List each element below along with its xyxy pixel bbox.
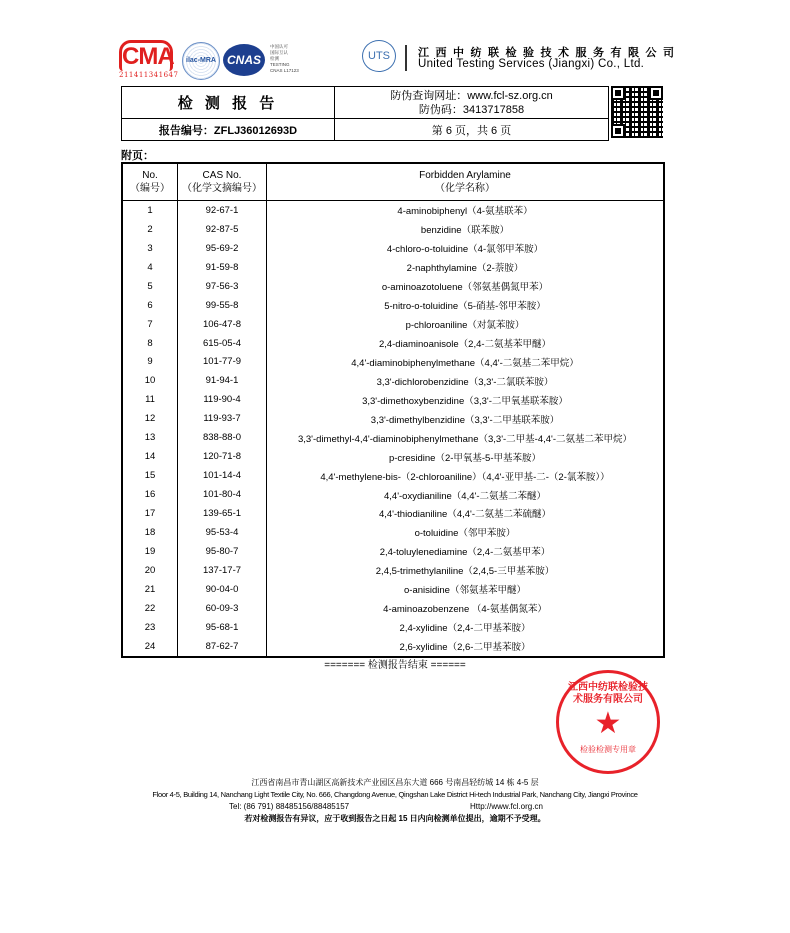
col-header-name — [267, 163, 665, 201]
verify-url: 防伪查询网址：www.fcl-sz.org.cn — [390, 89, 553, 102]
table-row — [122, 353, 664, 372]
row-number: 19 — [122, 542, 178, 561]
table-row — [122, 637, 664, 657]
table-row — [122, 390, 664, 409]
table-row — [122, 561, 664, 580]
company-name-en: United Testing Services (Jiangxi) Co., Ltd. — [418, 58, 645, 70]
cas-number: 838-88-0 — [178, 428, 267, 447]
cas-number: 91-94-1 — [178, 371, 267, 390]
chemical-name: o-aminoazotoluene（邻氨基偶氮甲苯） — [267, 277, 665, 296]
cas-number: 87-62-7 — [178, 637, 267, 657]
header-divider — [405, 45, 407, 71]
cma-number: 211411341647 — [119, 71, 179, 79]
report-header-table — [121, 86, 609, 141]
cas-number: 95-80-7 — [178, 542, 267, 561]
chemical-name: o-anisidine（邻氨基苯甲醚） — [267, 580, 665, 599]
cnas-caption-line: CNAS L17123 — [270, 68, 299, 73]
cnas-caption-line: 国际互认 — [270, 50, 288, 55]
verify-code: 防伪码：3413717858 — [418, 103, 525, 116]
chemical-name: 4,4'-thiodianiline（4,4'-二氨基二苯硫醚） — [267, 504, 665, 523]
ilac-mra-logo: ilac-MRA — [182, 42, 220, 80]
uts-logo: UTS — [362, 40, 396, 72]
footer-tel: Tel: (86 791) 88485156/88485157 — [229, 802, 350, 811]
cas-number: 92-67-1 — [178, 201, 267, 220]
official-stamp — [556, 670, 660, 774]
cma-logo: CMA — [119, 40, 173, 71]
verify-info — [335, 87, 609, 119]
table-row — [122, 485, 664, 504]
cas-number: 95-68-1 — [178, 618, 267, 637]
cnas-logo: CNAS — [223, 44, 265, 76]
table-row — [122, 409, 664, 428]
cas-number: 90-04-0 — [178, 580, 267, 599]
chemical-name: 2,4,5-trimethylaniline（2,4,5-三甲基苯胺） — [267, 561, 665, 580]
cas-number: 101-80-4 — [178, 485, 267, 504]
footer-address-cn: 江西省南昌市青山湖区高新技术产业园区昌东大道 666 号南昌轻纺城 14 栋 4-5 层 — [251, 778, 539, 787]
table-row — [122, 618, 664, 637]
table-row — [122, 334, 664, 353]
cas-number: 91-59-8 — [178, 258, 267, 277]
chemical-name: p-chloroaniline（对氯苯胺） — [267, 315, 665, 334]
report-number: 报告编号：ZFLJ36012693D — [122, 119, 335, 141]
table-row — [122, 371, 664, 390]
table-row — [122, 580, 664, 599]
cas-number: 95-69-2 — [178, 239, 267, 258]
header-en: CAS No. — [202, 170, 242, 181]
arylamine-table — [121, 162, 665, 658]
table-row — [122, 277, 664, 296]
cas-number: 99-55-8 — [178, 296, 267, 315]
cas-number: 60-09-3 — [178, 599, 267, 618]
chemical-name: 4,4'-oxydianiline（4,4'-二氨基二苯醚） — [267, 485, 665, 504]
row-number: 3 — [122, 239, 178, 258]
cas-number: 137-17-7 — [178, 561, 267, 580]
row-number: 21 — [122, 580, 178, 599]
star-icon: ★ — [594, 707, 622, 740]
table-row — [122, 296, 664, 315]
report-title: 检 测 报 告 — [122, 87, 335, 119]
row-number: 24 — [122, 637, 178, 657]
cnas-caption-line: TESTING — [270, 62, 290, 67]
cas-number: 139-65-1 — [178, 504, 267, 523]
cas-number: 615-05-4 — [178, 334, 267, 353]
chemical-name: 2,4-toluylenediamine（2,4-二氨基甲苯） — [267, 542, 665, 561]
chemical-name: 4-chloro-o-toluidine（4-氯邻甲苯胺） — [267, 239, 665, 258]
row-number: 18 — [122, 523, 178, 542]
stamp-subtext: 检验检测专用章 — [580, 745, 636, 754]
row-number: 5 — [122, 277, 178, 296]
chemical-name: 5-nitro-o-toluidine（5-硝基-邻甲苯胺） — [267, 296, 665, 315]
chemical-name: p-cresidine（2-甲氧基-5-甲基苯胺） — [267, 447, 665, 466]
chemical-name: 3,3'-dichlorobenzidine（3,3'-二氯联苯胺） — [267, 371, 665, 390]
cas-number: 101-14-4 — [178, 466, 267, 485]
row-number: 11 — [122, 390, 178, 409]
cnas-caption-line: 检测 — [270, 56, 279, 61]
table-row — [122, 315, 664, 334]
header-en: No. — [142, 170, 158, 181]
header-cn: （编号） — [130, 183, 170, 194]
chemical-name: 4-aminobiphenyl（4-氨基联苯） — [267, 201, 665, 220]
chemical-name: 3,3'-dimethylbenzidine（3,3'-二甲基联苯胺） — [267, 409, 665, 428]
table-row — [122, 599, 664, 618]
header-cn: （化学文摘编号） — [182, 183, 262, 194]
row-number: 12 — [122, 409, 178, 428]
cas-number: 101-77-9 — [178, 353, 267, 372]
table-row — [122, 542, 664, 561]
row-number: 15 — [122, 466, 178, 485]
row-number: 7 — [122, 315, 178, 334]
cas-number: 120-71-8 — [178, 447, 267, 466]
row-number: 17 — [122, 504, 178, 523]
chemical-name: 3,3'-dimethyl-4,4'-diaminobiphenylmethane（3,3'-二甲基-4,4'-二氨基二苯甲烷） — [267, 428, 665, 447]
chemical-name: 2,6-xylidine（2,6-二甲基苯胺） — [267, 637, 665, 657]
cnas-caption — [270, 44, 299, 74]
row-number: 1 — [122, 201, 178, 220]
row-number: 9 — [122, 353, 178, 372]
cas-number: 97-56-3 — [178, 277, 267, 296]
chemical-name: benzidine（联苯胺） — [267, 220, 665, 239]
cas-number: 95-53-4 — [178, 523, 267, 542]
appendix-label: 附页： — [121, 150, 154, 162]
cas-number: 119-93-7 — [178, 409, 267, 428]
row-number: 2 — [122, 220, 178, 239]
header-en: Forbidden Arylamine — [419, 170, 511, 181]
row-number: 20 — [122, 561, 178, 580]
company-name-cn: 江西中纺联检验技术服务有限公司 — [418, 47, 681, 59]
chemical-name: 2,4-xylidine（2,4-二甲基苯胺） — [267, 618, 665, 637]
row-number: 22 — [122, 599, 178, 618]
col-header-no — [122, 163, 178, 201]
chemical-name: o-toluidine（邻甲苯胺） — [267, 523, 665, 542]
cas-number: 106-47-8 — [178, 315, 267, 334]
cnas-caption-line: 中国认可 — [270, 44, 288, 49]
table-row — [122, 201, 664, 220]
row-number: 8 — [122, 334, 178, 353]
chemical-name: 2,4-diaminoanisole（2,4-二氨基苯甲醚） — [267, 334, 665, 353]
stamp-text: 江西中纺联检验技术服务有限公司 — [568, 682, 648, 705]
table-row — [122, 220, 664, 239]
row-number: 14 — [122, 447, 178, 466]
footer-notice: 若对检测报告有异议，应于收到报告之日起 15 日内向检测单位提出，逾期不予受理。 — [244, 814, 546, 823]
table-row — [122, 447, 664, 466]
header-cn: （化学名称） — [435, 183, 495, 194]
table-row — [122, 258, 664, 277]
row-number: 10 — [122, 371, 178, 390]
table-header-row — [122, 163, 664, 201]
chemical-name: 4,4'-diaminobiphenylmethane（4,4'-二氨基二苯甲烷） — [267, 353, 665, 372]
row-number: 4 — [122, 258, 178, 277]
table-row — [122, 466, 664, 485]
col-header-cas — [178, 163, 267, 201]
chemical-name: 4,4'-methylene-bis-（2-chloroaniline）（4,4'-亚甲基-二-（2-氯苯胺）） — [267, 466, 665, 485]
cas-number: 92-87-5 — [178, 220, 267, 239]
table-row — [122, 428, 664, 447]
chemical-name: 3,3'-dimethoxybenzidine（3,3'-二甲氧基联苯胺） — [267, 390, 665, 409]
table-row — [122, 239, 664, 258]
footer-website[interactable]: Http://www.fcl.org.cn — [470, 802, 543, 811]
chemical-name: 4-aminoazobenzene （4-氨基偶氮苯） — [267, 599, 665, 618]
row-number: 6 — [122, 296, 178, 315]
table-row — [122, 523, 664, 542]
row-number: 13 — [122, 428, 178, 447]
page-info: 第 6 页，共 6 页 — [335, 119, 609, 141]
report-end-marker: ======= 检测报告结束 ====== — [324, 660, 466, 671]
row-number: 23 — [122, 618, 178, 637]
qr-code — [611, 86, 663, 138]
row-number: 16 — [122, 485, 178, 504]
chemical-name: 2-naphthylamine（2-萘胺） — [267, 258, 665, 277]
footer-address-en: Floor 4-5, Building 14, Nanchang Light Textile City, No. 666, Changdong Avenue, Qingshan Lake District Hi-tech Industrial Park, Nanchang City, Jiangxi Province — [152, 790, 638, 799]
table-row — [122, 504, 664, 523]
cas-number: 119-90-4 — [178, 390, 267, 409]
